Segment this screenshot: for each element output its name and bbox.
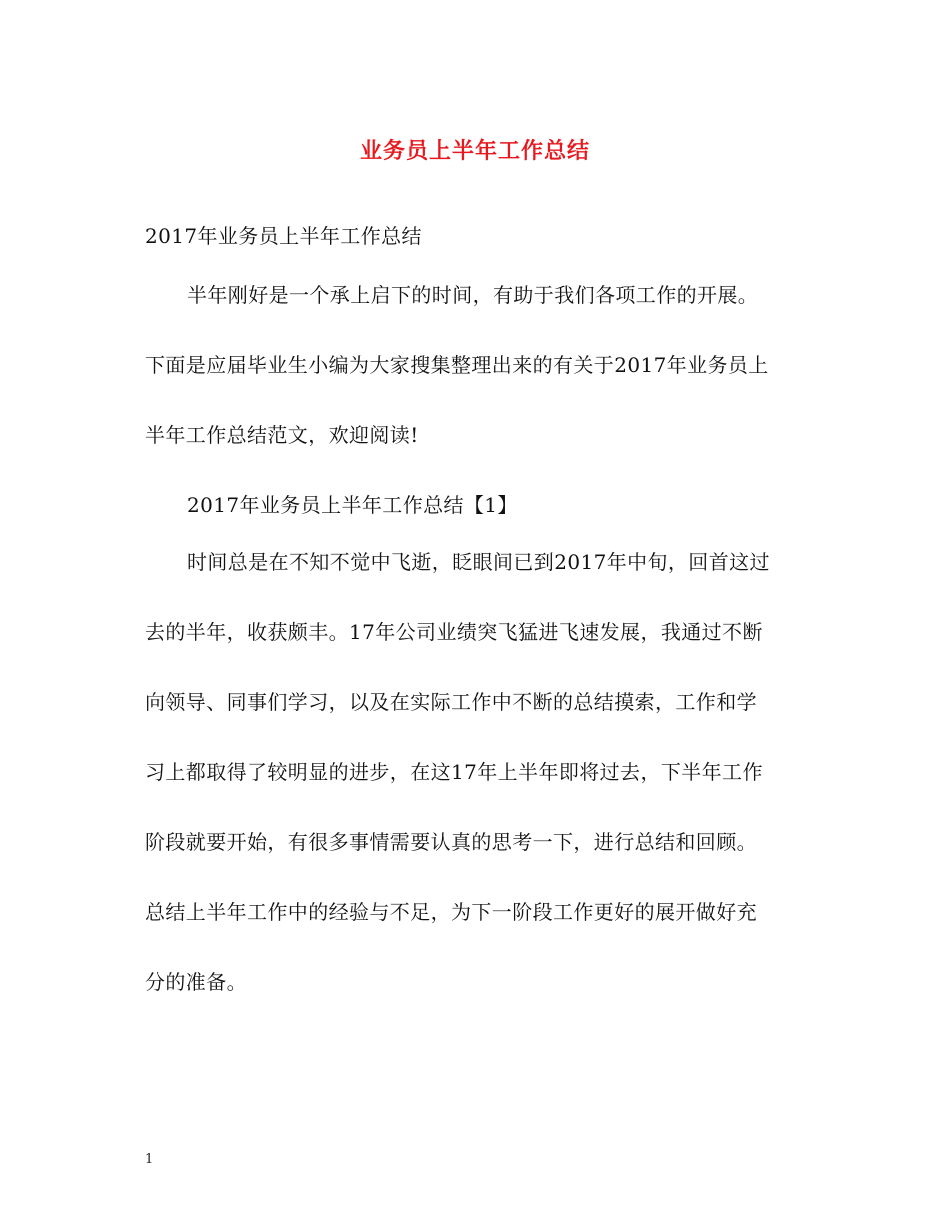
- section-heading-text: 2017年业务员上半年工作总结【1】: [187, 493, 518, 517]
- page-number: 1: [145, 1152, 154, 1167]
- paragraph-intro: [145, 260, 805, 470]
- paragraph-line: 向领导、同事们学习，以及在实际工作中不断的总结摸索，工作和学: [145, 690, 757, 714]
- paragraph-line: 时间总是在不知不觉中飞逝，眨眼间已到2017年中旬，回首这过: [187, 550, 770, 574]
- paragraph-main: [145, 527, 805, 1017]
- paragraph-line: 去的半年，收获颇丰。17年公司业绩突飞猛进飞速发展，我通过不断: [145, 620, 763, 644]
- paragraph-line: 下面是应届毕业生小编为大家搜集整理出来的有关于2017年业务员上: [145, 353, 769, 377]
- paragraph-line: 半年刚好是一个承上启下的时间，有助于我们各项工作的开展。: [187, 283, 759, 307]
- paragraph-line: 阶段就要开始，有很多事情需要认真的思考一下，进行总结和回顾。: [145, 830, 757, 854]
- document-subtitle: 2017年业务员上半年工作总结: [145, 224, 422, 248]
- paragraph-line: 分的准备。: [145, 970, 247, 994]
- document-title: 业务员上半年工作总结: [359, 138, 590, 164]
- paragraph-line: 半年工作总结范文，欢迎阅读!: [145, 423, 419, 447]
- paragraph-line: 习上都取得了较明显的进步，在这17年上半年即将过去，下半年工作: [145, 760, 763, 784]
- paragraph-line: 总结上半年工作中的经验与不足，为下一阶段工作更好的展开做好充: [145, 900, 757, 924]
